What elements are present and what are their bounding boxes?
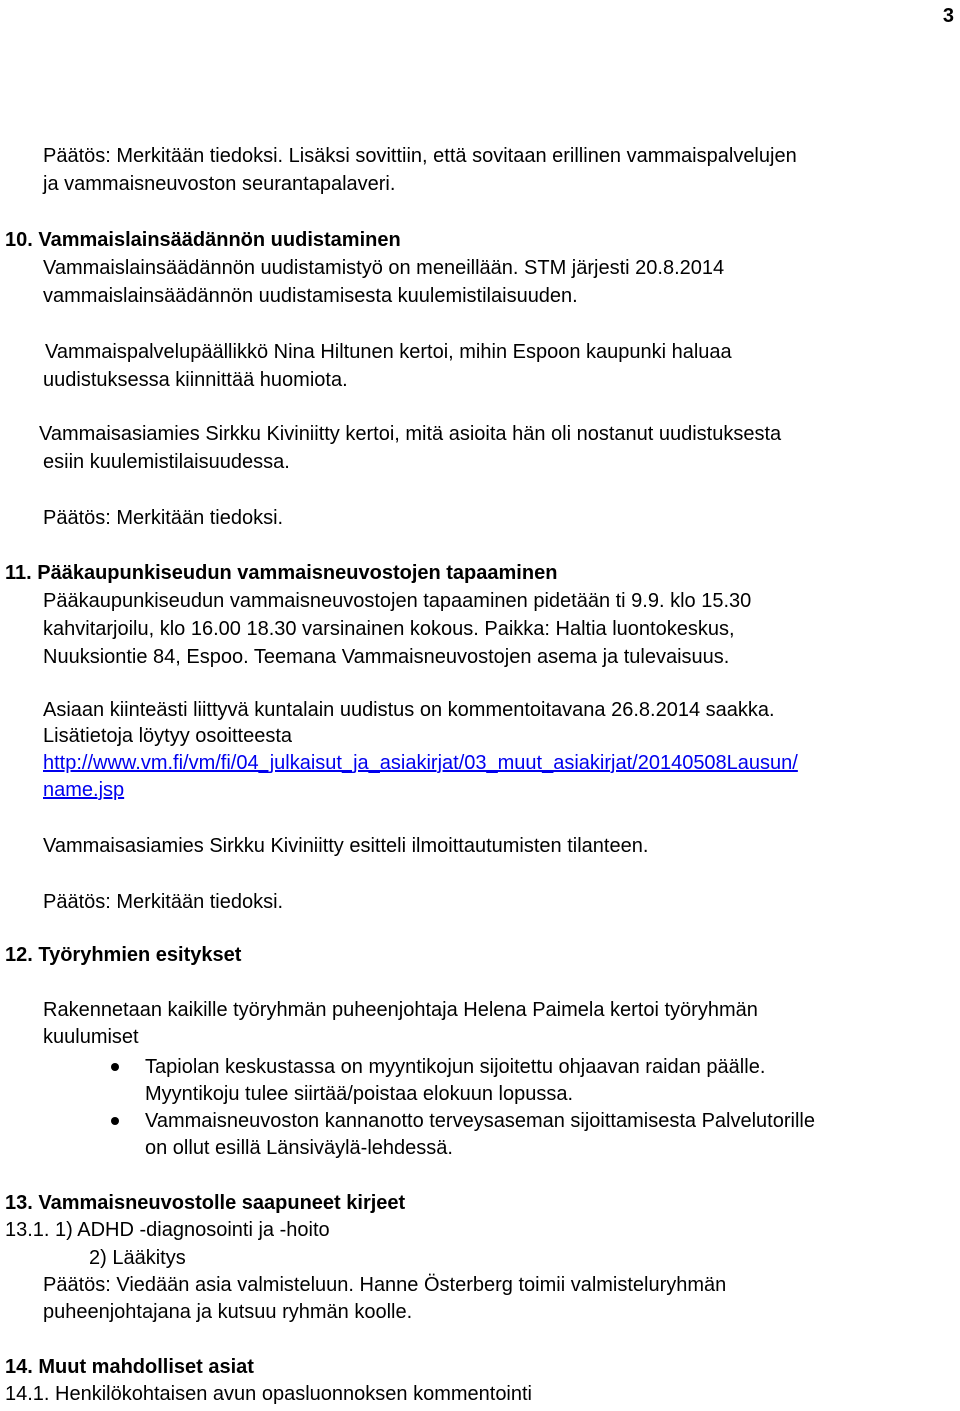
section-heading-10: 10. Vammaislainsäädännön uudistaminen [5, 229, 401, 251]
paragraph-line: Vammaislainsäädännön uudistamistyö on meneillään. STM järjesti 20.8.2014 [43, 257, 725, 279]
list-item: Tapiolan keskustassa on myyntikojun sijoitettu ohjaavan raidan päälle. [145, 1056, 766, 1078]
bullet-icon [111, 1117, 119, 1125]
decision-text: Päätös: Merkitään tiedoksi. Lisäksi sovittiin, että sovitaan erillinen vammaispalvelujen [43, 145, 797, 167]
paragraph-line: Vammaisasiamies Sirkku Kiviniitty esitteli ilmoittautumisten tilanteen. [43, 835, 649, 857]
decision-text-cont: ja vammaisneuvoston seurantapalaveri. [43, 173, 396, 195]
paragraph-line: vammaislainsäädännön uudistamisesta kuulemistilaisuuden. [43, 285, 578, 307]
paragraph-line: Vammaispalvelupäällikkö Nina Hiltunen kertoi, mihin Espoon kaupunki haluaa [45, 341, 732, 363]
paragraph-line: Nuuksiontie 84, Espoo. Teemana Vammaisneuvostojen asema ja tulevaisuus. [43, 646, 730, 668]
decision-text: Päätös: Merkitään tiedoksi. [43, 507, 284, 529]
section-heading-14: 14. Muut mahdolliset asiat [5, 1356, 254, 1378]
subsection-line: 2) Lääkitys [89, 1247, 186, 1269]
section-heading-12: 12. Työryhmien esitykset [5, 944, 242, 966]
paragraph-line: uudistuksessa kiinnittää huomiota. [43, 369, 348, 391]
list-item: Vammaisneuvoston kannanotto terveysaseman sijoittamisesta Palvelutorille [145, 1110, 815, 1132]
paragraph-line: Lisätietoja löytyy osoitteesta [43, 725, 293, 747]
decision-text: Päätös: Viedään asia valmisteluun. Hanne Österberg toimii valmisteluryhmän [43, 1274, 727, 1296]
paragraph-line: Pääkaupunkiseudun vammaisneuvostojen tapaaminen pidetään ti 9.9. klo 15.30 [43, 590, 752, 612]
list-item-cont: on ollut esillä Länsiväylä-lehdessä. [145, 1137, 453, 1159]
paragraph-line: Rakennetaan kaikille työryhmän puheenjohtaja Helena Paimela kertoi työryhmän [43, 999, 758, 1021]
paragraph-line: Asiaan kiinteästi liittyvä kuntalain uudistus on kommentoitavana 26.8.2014 saakka. [43, 699, 775, 721]
decision-text: Päätös: Merkitään tiedoksi. [43, 891, 284, 913]
bullet-icon [111, 1063, 119, 1071]
section-heading-13: 13. Vammaisneuvostolle saapuneet kirjeet [5, 1192, 406, 1214]
paragraph-line: kahvitarjoilu, klo 16.00 18.30 varsinainen kokous. Paikka: Haltia luontokeskus, [43, 618, 735, 640]
url-link-cont[interactable]: name.jsp [43, 779, 125, 801]
paragraph-line: kuulumiset [43, 1026, 139, 1048]
paragraph-line: esiin kuulemistilaisuudessa. [43, 451, 290, 473]
url-link[interactable]: http://www.vm.fi/vm/fi/04_julkaisut_ja_asiakirjat/03_muut_asiakirjat/20140508Lausun/ [43, 752, 798, 774]
subsection-line: 14.1. Henkilökohtaisen avun opasluonnoksen kommentointi [5, 1383, 533, 1405]
list-item-cont: Myyntikoju tulee siirtää/poistaa elokuun lopussa. [145, 1083, 574, 1105]
subsection-line: 13.1. 1) ADHD -diagnosointi ja -hoito [5, 1219, 330, 1241]
page-number: 3 [942, 5, 954, 27]
decision-text-cont: puheenjohtajana ja kutsuu ryhmän koolle. [43, 1301, 413, 1323]
paragraph-line: Vammaisasiamies Sirkku Kiviniitty kertoi, mitä asioita hän oli nostanut uudistuksesta [39, 423, 782, 445]
section-heading-11: 11. Pääkaupunkiseudun vammaisneuvostojen tapaaminen [5, 562, 558, 584]
